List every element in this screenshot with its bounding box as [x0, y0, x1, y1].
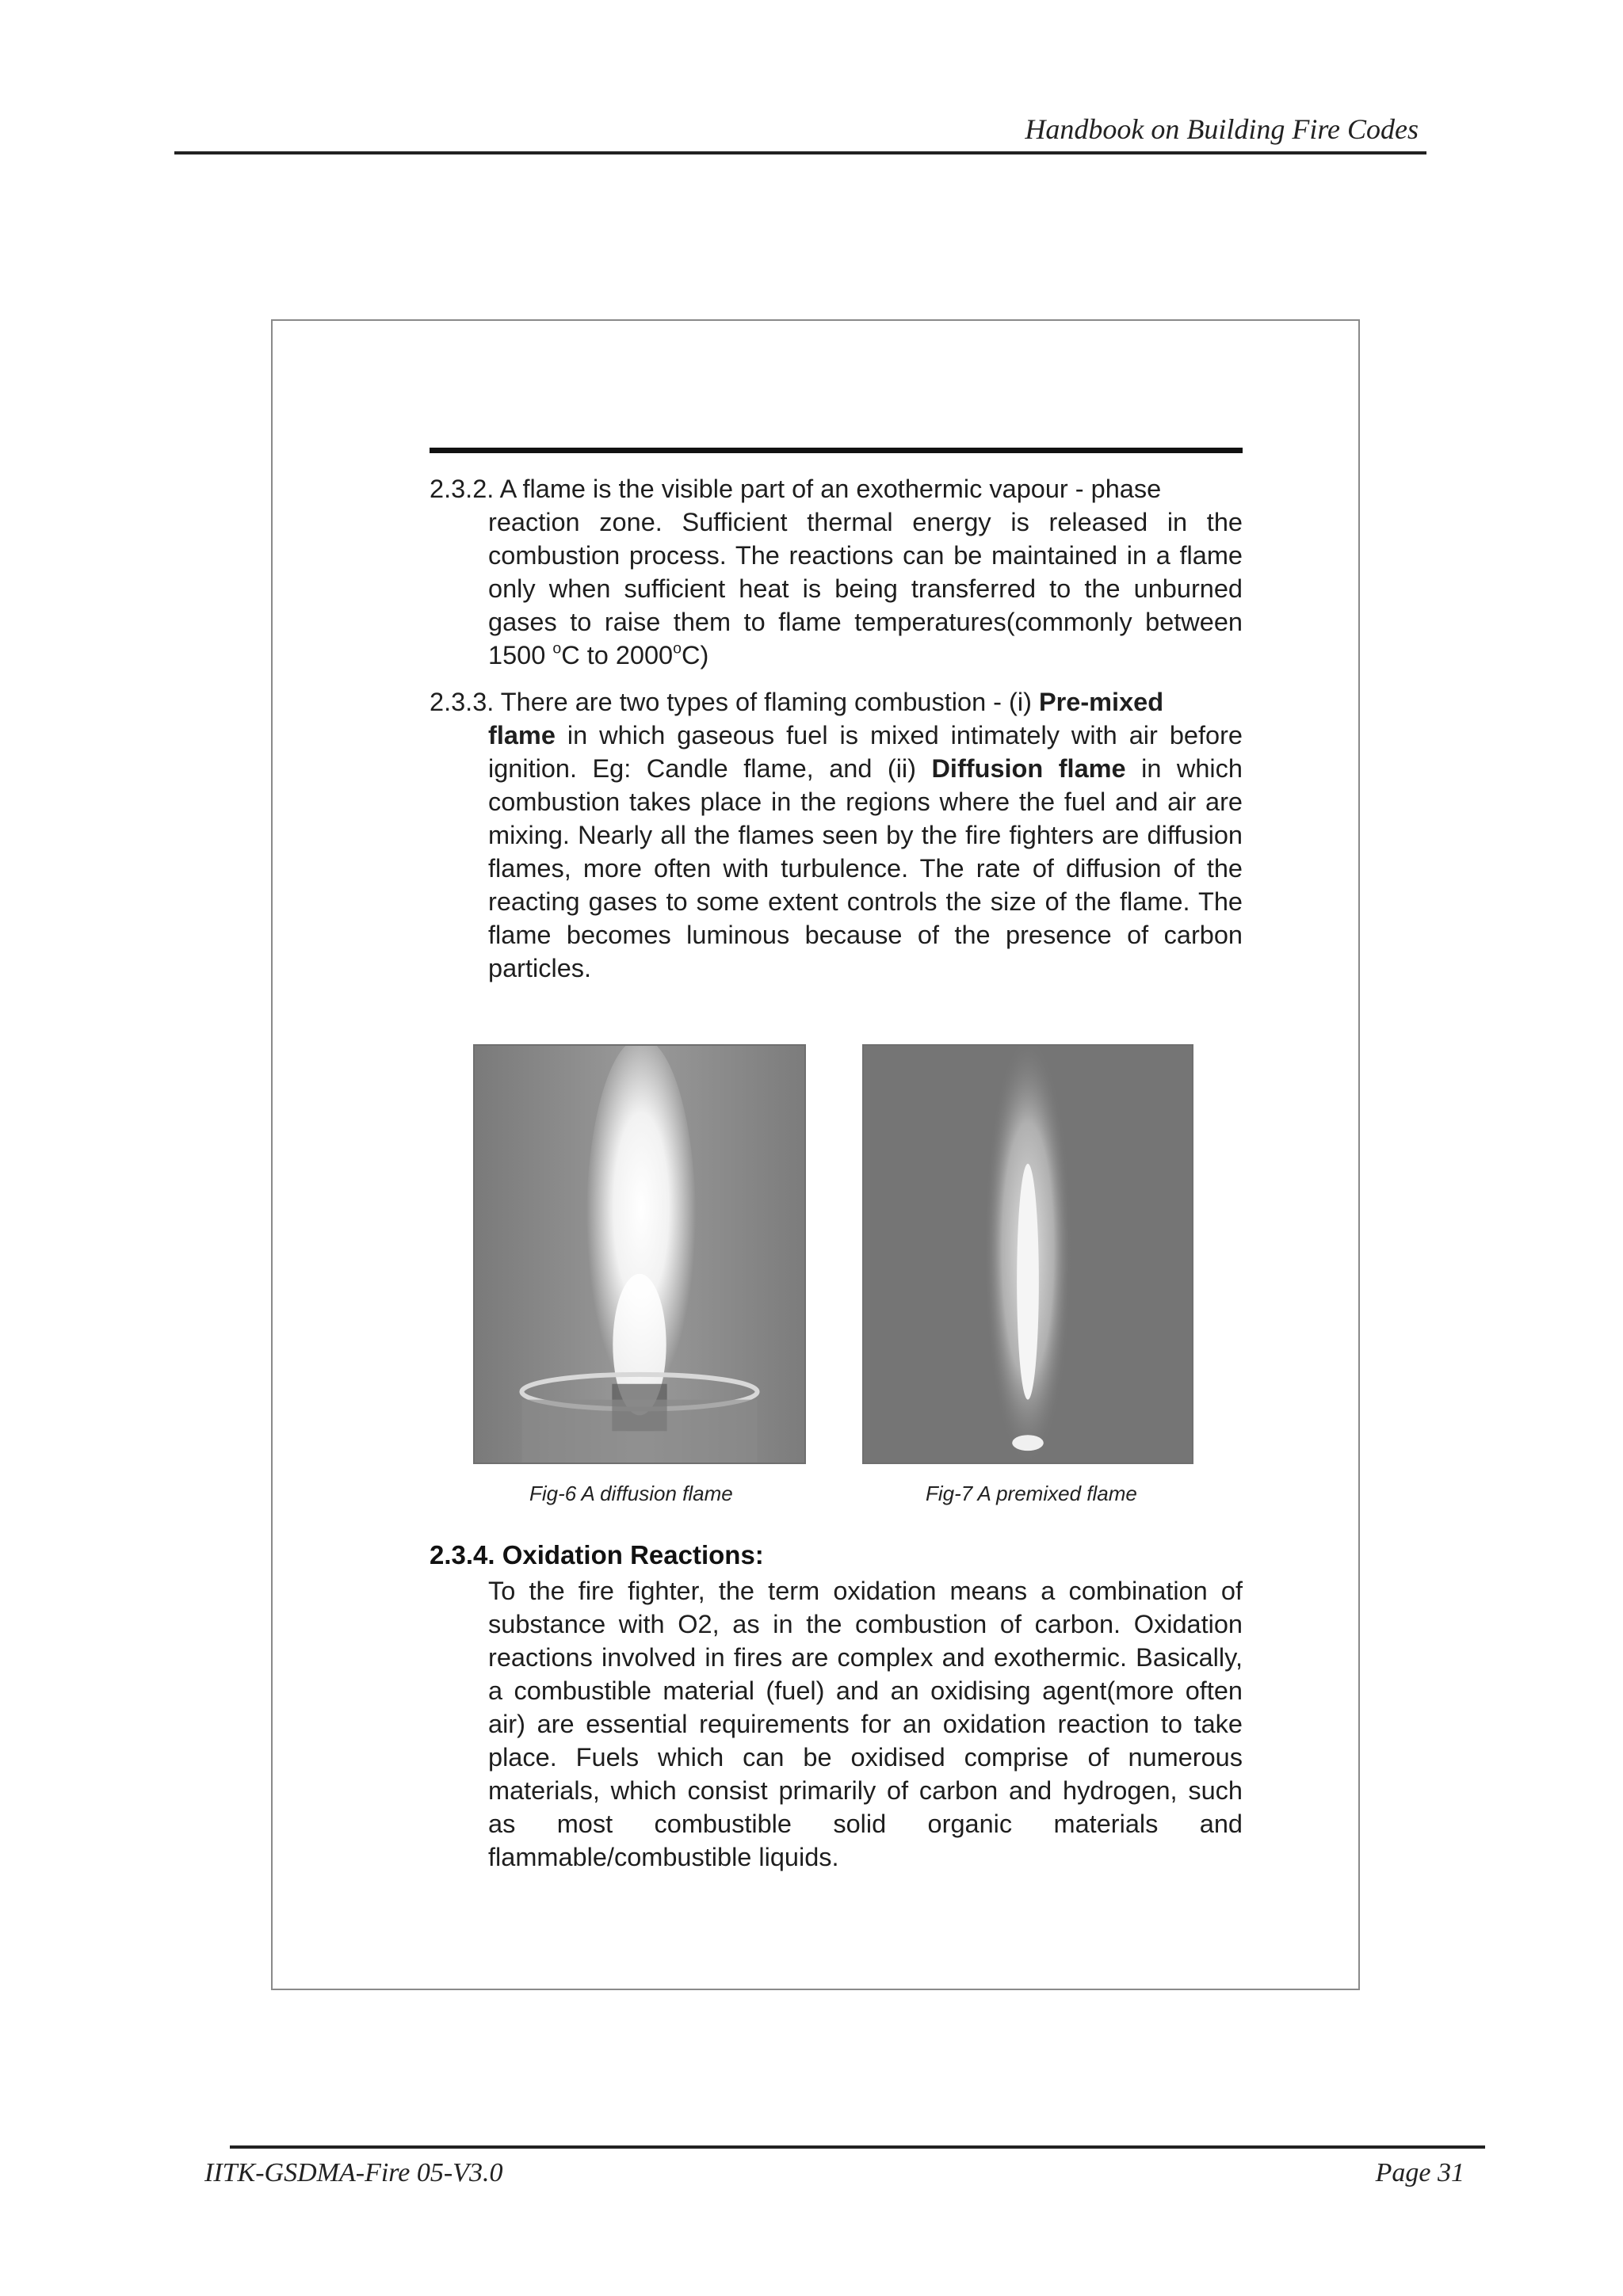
section-rule — [430, 448, 1243, 453]
section-2-3-4-heading: 2.3.4. Oxidation Reactions: — [430, 1540, 764, 1569]
figure-7-caption: Fig-7 A premixed flame — [926, 1482, 1137, 1505]
degree-mark: o — [673, 639, 682, 658]
footer-rule — [230, 2145, 1485, 2149]
paragraph-2-3-3-first-line: 2.3.3. There are two types of flaming combustion - (i) Pre-mixed — [430, 688, 1164, 716]
paragraph-2-3-2-body: reaction zone. Sufficient thermal energy is released in the combustion process. The reactions can be maintained in a flame only when sufficient heat is being transferred to the unburned gases to raise them to flame temperatures(commonly between 1500 $^o$C to 2000$^o$C) — [488, 508, 1243, 669]
premixed-flame-photo — [862, 1044, 1193, 1464]
paragraph-2-3-2 — [430, 472, 1243, 672]
footer-page-number: Page 31 — [1375, 2158, 1465, 2187]
paragraph-2-3-3-body: flame in which gaseous fuel is mixed intimately with air before ignition. Eg: Candle flame, and (ii) Diffusion flame in which combustion takes place in the regions where the fuel and air are mixing. Nearly all the flames seen by the fire fighters are diffusion flames, more often with turbulence. The rate of diffusion of the reacting gases to some extent controls the size of the flame. The flame becomes luminous because of the presence of carbon particles. — [488, 721, 1243, 982]
term-premixed: Pre-mixed — [1038, 688, 1164, 716]
section-number: 2.3.2. — [430, 475, 495, 503]
figure-6-caption: Fig-6 A diffusion flame — [529, 1482, 733, 1505]
paragraph-2-3-3 — [430, 685, 1243, 985]
term-diffusion-flame: Diffusion flame — [931, 754, 1126, 783]
footer-doc-id: IITK-GSDMA-Fire 05-V3.0 — [204, 2158, 503, 2187]
premixed-flame-image — [864, 1046, 1192, 1463]
paragraph-2-3-2-first-line: 2.3.2. A flame is the visible part of an exothermic vapour - phase — [430, 475, 1162, 503]
diffusion-flame-photo — [473, 1044, 806, 1464]
diffusion-flame-image — [475, 1046, 804, 1463]
section-number: 2.3.3. — [430, 688, 495, 716]
header-rule — [174, 151, 1426, 154]
running-header-title: Handbook on Building Fire Codes — [1025, 113, 1419, 145]
degree-mark: o — [552, 639, 562, 658]
term-flame: flame — [488, 721, 556, 749]
paragraph-2-3-4: To the fire fighter, the term oxidation means a combination of substance with O2, as in the combustion of carbon. Oxidation reactions involved in fires are complex and exothermic. Basically, a combustible material (fuel) and an oxidising agent(more often air) are essential requirements for an oxidation reaction to take place. Fuels which can be oxidised comprise of numerous materials, which consist primarily of carbon and hydrogen, such as most combustible solid organic materials and flammable/combustible liquids. — [488, 1577, 1243, 1871]
